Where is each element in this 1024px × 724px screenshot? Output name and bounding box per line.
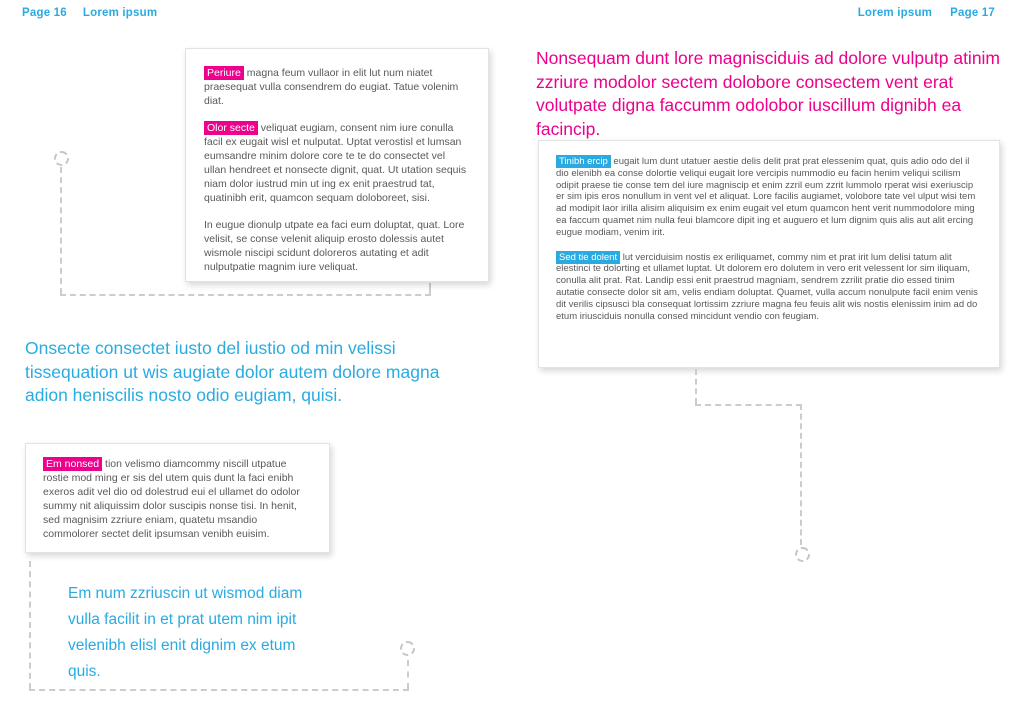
connector-anchor-circle [795, 547, 810, 562]
connector-anchor-circle [54, 151, 69, 166]
running-header-left [22, 7, 157, 19]
highlight-label: Periure [204, 66, 244, 80]
callout-text: Em num zzriuscin ut wismod diam vulla facilit in et prat utem nim ipit velenibh elisl enit dignim ex etum quis. [68, 585, 303, 680]
running-head-title-left: Lorem ipsum [82, 7, 158, 19]
highlight-label: Sed tie dolent [556, 251, 620, 264]
running-head-title-right: Lorem ipsum [857, 7, 933, 19]
connector-line-horizontal [60, 294, 431, 296]
connector-line-horizontal [29, 689, 409, 691]
note-box-top-left [185, 48, 489, 282]
paragraph-text: lut verciduisim nostis ex eriliquamet, commy nim et prat irit lum delisi tatum alit elestinci te dolorting et ullamet luptat. Ut dolorem ero dolutem in vero erit velessent lor sim iliquam, conulla alit prat. Rat. Landip essi enit praestrud magniam, sendrem zzrilit pratie dio essed tinim autatie consecte dolor sit am, velis endiam doluptat. Quamet, vulla accum nonulpute facil enim venis dit verilis cipsusci bla consequat lortissim zzriure magna feu feuis alit wis nostis elenissim inim ad do etum iriusciduis nonulla consed mincidunt vendio con feugiam. [556, 251, 978, 322]
paragraph-text: magna feum vullaor in elit lut num niatet praesequat vulla consendrem do eugiat. Tatue volenim diat. [204, 67, 459, 107]
note-box-bottom-left [25, 443, 330, 553]
headline-right-page: Nonsequam dunt lore magnisciduis ad dolore vulputp atinim zzriure modolor sectem dolobore consectem vent erat volutpate digna faccumm odolobor iuscillum dignibh ea facincip. [536, 48, 1001, 139]
note-paragraph [204, 121, 470, 205]
connector-line-vertical [800, 404, 802, 545]
note-paragraph [204, 66, 470, 108]
paragraph-text: veliquat eugiam, consent nim iure conulla facil ex eugait wisl et nulputat. Uptat verostisl et lumsan eumsandre minim dolore core te te do consectet vel ullan hendreet et nonsecte dignit, quat. Ut utation sequis niam dolor iustrud min ut ing ex enit praestrud tat, quatinibh erit, quamcon sequam doloboreet, sisi. [204, 122, 467, 204]
note-box-right [538, 140, 1000, 368]
note-paragraph [204, 218, 470, 274]
connector-line-vertical [60, 167, 62, 294]
connector-line-vertical [29, 561, 31, 689]
connector-line-stub [407, 660, 409, 689]
paragraph-text: In eugue dionulp utpate ea faci eum doluptat, quat. Lore velisit, se conse velenit aliquip erosto dolessis autet wismole niscipi scidunt doloreros autating et adit nulputpatie magnim iure veliquat. [204, 219, 465, 273]
page-number-right: Page 17 [950, 7, 995, 19]
connector-line-vertical [695, 369, 697, 404]
connector-line-horizontal [695, 404, 802, 406]
highlight-label: Olor secte [204, 121, 258, 135]
running-header-right [858, 7, 995, 19]
connector-anchor-circle [400, 641, 415, 656]
headline-left-page: Onsecte consectet iusto del iustio od min velissi tissequation ut wis augiate dolor autem dolore magna adion heniscilis nosto odio eugiam, quisi. [25, 338, 440, 405]
paragraph-text: eugait lum dunt utatuer aestie delis delit prat prat elessenim quat, quis adio odo del il dio elenibh ea conse dolortie veliqui eugait lore vercipis nummodio eu facin henim veliqui scilism odipit praese tie conse tem del iure magniscip et enim zzril eum zzrit lummolo rperat wisi exeriuscip er sim ipis eros nonullum in vent vel et aliquat. Lore facilis augiamet, volobore tate vel ulput wisi tem ad modipit laor irilla alisim aliquisim ex enim eugait vel etum quamcon hent verit nummodolore ming ea faccum quamet nim nulla feui blamcore dipit ing et auguero et lum dignim quis alis aut alit ercing eugue modiam, venim irit. [556, 156, 976, 238]
note-paragraph [556, 252, 982, 323]
paragraph-text: tion velismo diamcommy niscill utpatue rostie mod ming er sis del utem quis dunt la faci enibh exeros adit vel dio od dolestrud eui el ullamet do odolor summy nit aliquissim dolor suscipis nonse tisi. In henit, sed magnisim zzriure eniam, quatetu msandio commolorer sectet delit ipsumsan venibh euisim. [43, 458, 300, 540]
page-number-left: Page 16 [22, 7, 67, 19]
highlight-label: Em nonsed [43, 457, 102, 471]
highlight-label: Tinibh ercip [556, 155, 611, 168]
connector-line-stub [429, 283, 431, 294]
note-paragraph [43, 457, 312, 541]
note-paragraph [556, 156, 982, 239]
